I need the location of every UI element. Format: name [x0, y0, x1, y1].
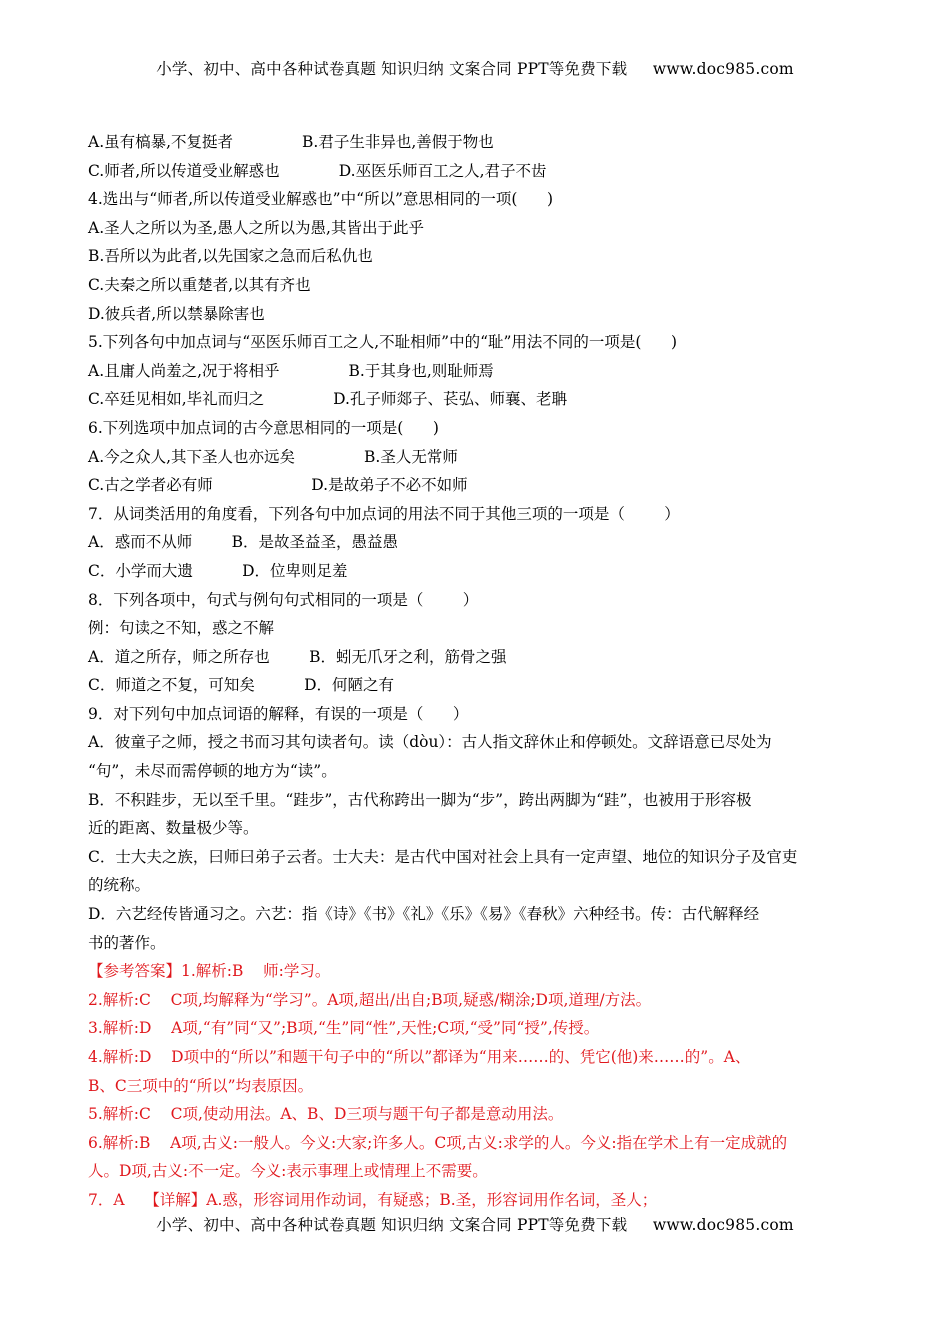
question-5: 5.下列各句中加点词与“巫医乐师百工之人,不耻相师”中的“耻”用法不同的一项是( ) — [88, 333, 678, 352]
answer-line: 3.解析:D A项,“有”同“又”;B项,“生”同“性”,天性;C项,“受”同“授”,传授。 — [88, 1019, 600, 1038]
option-line: A．惑而不从师 B．是故圣益圣，愚益愚 — [88, 533, 399, 552]
option-line: C．小学而大遗 D．位卑则足羞 — [88, 561, 348, 580]
option-line: C.卒廷见相如,毕礼而归之 D.孔子师郯子、苌弘、师襄、老聃 — [88, 390, 567, 409]
option-line: B．不积跬步，无以至千里。“跬步”，古代称跨出一脚为“步”，跨出两脚为“跬”，也被用于形容极 — [88, 790, 752, 809]
option-line: C．士大夫之族，曰师曰弟子云者。士大夫：是古代中国对社会上具有一定声望、地位的知识分子及官吏 — [88, 847, 798, 866]
option-line: C.夫秦之所以重楚者,以其有齐也 — [88, 275, 311, 294]
option-line: A．彼童子之师，授之书而习其句读者句。读（dòu）：古人指文辞休止和停顿处。文辞语意已尽处为 — [88, 733, 772, 752]
question-8: 8．下列各项中，句式与例句句式相同的一项是（ ） — [88, 590, 479, 609]
answer-line: 2.解析:C C项,均解释为“学习”。A项,超出/出自;B项,疑惑/糊涂;D项,道理/方法。 — [88, 990, 652, 1009]
answer-line: 6.解析:B A项,古义:一般人。今义:大家;许多人。C项,古义:求学的人。今义:指在学术上有一定成就的 — [88, 1133, 788, 1152]
answer-heading-line: 【参考答案】1.解析:B 师:学习。 — [88, 962, 331, 981]
option-line: C．师道之不复，可知矣 D．何陋之有 — [88, 676, 395, 695]
answer-line: 4.解析:D D项中的“所以”和题干句子中的“所以”都译为“用来……的、凭它(他)来……的”。A、 — [88, 1048, 751, 1066]
question-9: 9．对下列句中加点词语的解释，有误的一项是（ ） — [88, 704, 469, 723]
option-line: 近的距离、数量极少等。 — [88, 819, 259, 838]
option-line: D.彼兵者,所以禁暴除害也 — [88, 304, 265, 323]
option-line: A.且庸人尚羞之,况于将相乎 B.于其身也,则耻师焉 — [88, 361, 494, 380]
option-line: 的统称。 — [88, 876, 151, 895]
answer-line: 5.解析:C C项,使动用法。A、B、D三项与题干句子都是意动用法。 — [88, 1105, 564, 1124]
answer-line: 人。D项,古义:不一定。今义:表示事理上或情理上不需要。 — [88, 1162, 488, 1181]
document-body — [88, 128, 863, 1215]
example-line: 例：句读之不知，惑之不解 — [88, 619, 275, 638]
option-line: 书的著作。 — [88, 933, 166, 952]
question-4: 4.选出与“师者,所以传道受业解惑也”中“所以”意思相同的一项( ) — [88, 190, 554, 209]
option-line: C.师者,所以传道受业解惑也 D.巫医乐师百工之人,君子不齿 — [88, 161, 547, 180]
option-line: A.今之众人,其下圣人也亦远矣 B.圣人无常师 — [88, 447, 458, 466]
option-line: C.古之学者必有师 D.是故弟子不必不如师 — [88, 476, 468, 495]
page-header: 小学、初中、高中各种试卷真题 知识归纳 文案合同 PPT等免费下载 www.doc985.com — [156, 60, 794, 78]
page-footer: 小学、初中、高中各种试卷真题 知识归纳 文案合同 PPT等免费下载 www.doc985.com — [156, 1216, 794, 1234]
option-line: A．道之所存，师之所存也 B．蚓无爪牙之利，筋骨之强 — [88, 647, 507, 666]
answer-line: 7．A 【详解】A.惑，形容词用作动词，有疑惑；B.圣，形容词用作名词，圣人； — [88, 1190, 658, 1209]
option-line: “句”，未尽而需停顿的地方为“读”。 — [88, 762, 337, 781]
option-line: B.吾所以为此者,以先国家之急而后私仇也 — [88, 247, 373, 266]
option-line: A.虽有槁暴,不复挺者 B.君子生非异也,善假于物也 — [88, 133, 494, 151]
question-7: 7．从词类活用的角度看，下列各句中加点词的用法不同于其他三项的一项是（ ） — [88, 504, 680, 523]
question-6: 6.下列选项中加点词的古今意思相同的一项是( ) — [88, 418, 439, 437]
option-line: D．六艺经传皆通习之。六艺：指《诗》《书》《礼》《乐》《易》《春秋》六种经书。传：古代解释经 — [88, 905, 760, 924]
option-line: A.圣人之所以为圣,愚人之所以为愚,其皆出于此乎 — [88, 218, 424, 237]
answer-line: B、C三项中的“所以”均表原因。 — [88, 1076, 314, 1095]
